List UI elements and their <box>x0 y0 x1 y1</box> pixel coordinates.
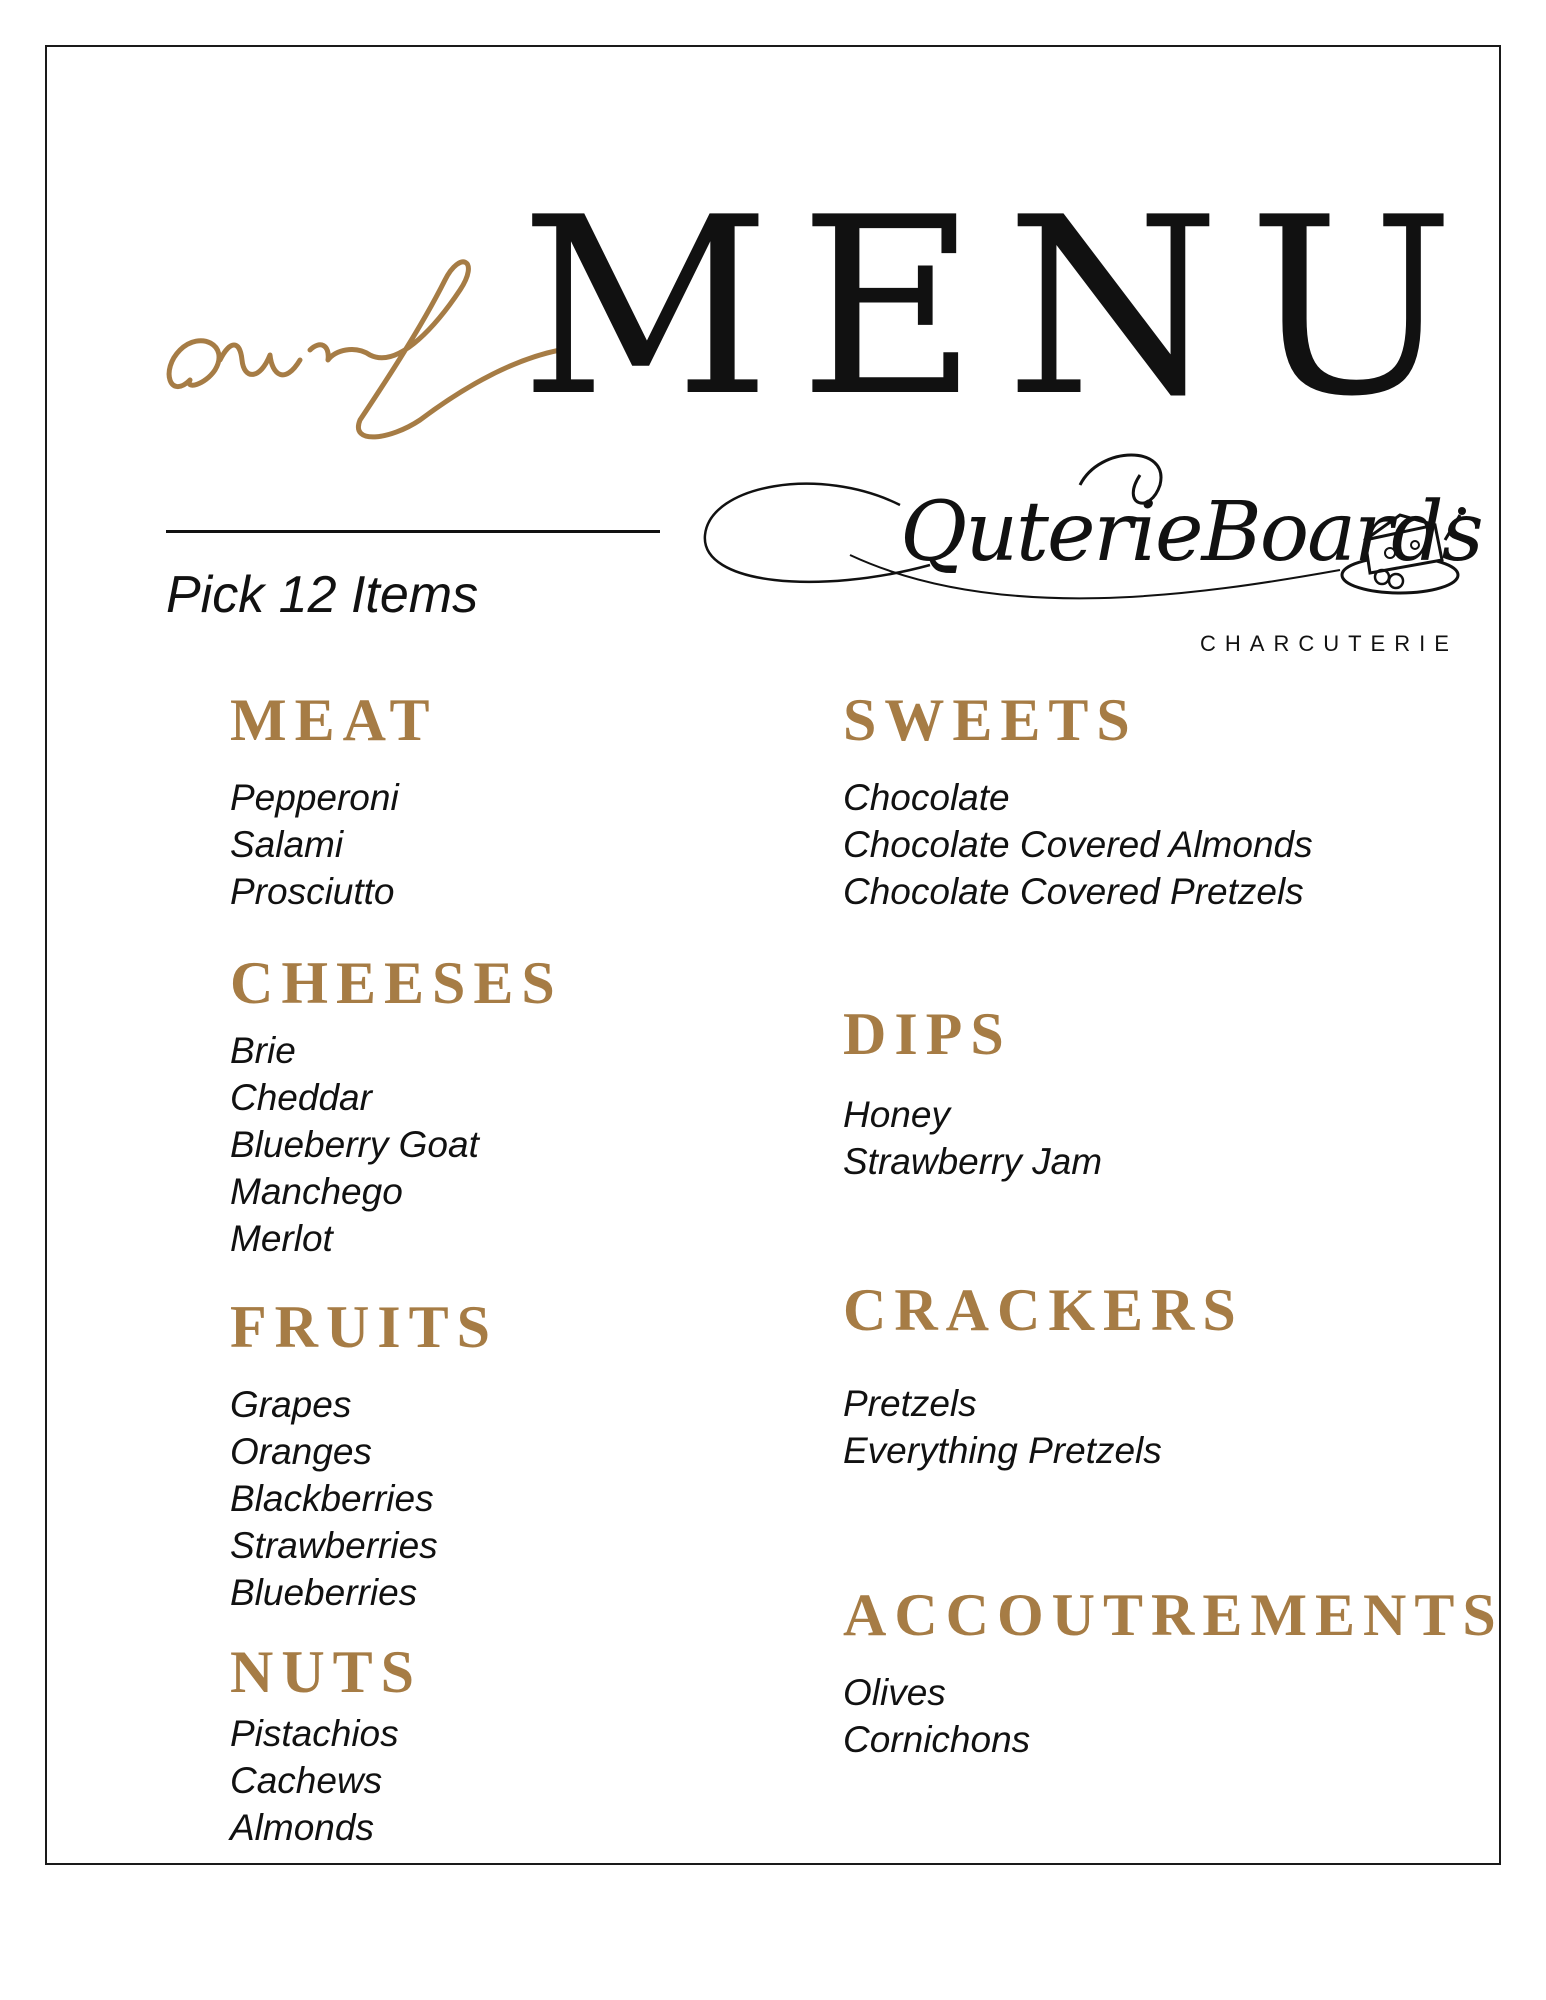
section-title-crackers: CRACKERS <box>843 1277 1244 1343</box>
list-item: Strawberries <box>230 1525 438 1566</box>
section-meat <box>230 687 438 915</box>
list-item: Merlot <box>230 1218 333 1259</box>
section-nuts <box>230 1639 423 1851</box>
sweets-list <box>843 774 1313 915</box>
list-item: Salami <box>230 824 344 865</box>
section-cheeses <box>230 950 563 1262</box>
list-item: Cheddar <box>230 1077 372 1118</box>
pick-items-label: Pick 12 Items <box>166 566 479 624</box>
meat-list <box>230 774 438 915</box>
list-item: Oranges <box>230 1431 372 1472</box>
list-item: Pepperoni <box>230 777 399 818</box>
cheeses-list <box>230 1027 563 1262</box>
section-title-accoutrements: ACCOUTREMENTS <box>843 1582 1504 1648</box>
section-title-cheeses: CHEESES <box>230 950 563 1016</box>
list-item: Everything Pretzels <box>843 1430 1162 1471</box>
list-item: Blueberry Goat <box>230 1124 479 1165</box>
section-dips <box>843 1001 1103 1185</box>
accoutrements-list <box>843 1669 1504 1763</box>
list-item: Honey <box>843 1094 950 1135</box>
list-item: Prosciutto <box>230 871 395 912</box>
crackers-list <box>843 1380 1244 1474</box>
section-title-sweets: SWEETS <box>843 687 1138 753</box>
list-item: Chocolate <box>843 777 1010 818</box>
section-accoutrements <box>843 1582 1504 1763</box>
list-item: Brie <box>230 1030 296 1071</box>
list-item: Cornichons <box>843 1719 1031 1760</box>
section-title-dips: DIPS <box>843 1001 1012 1067</box>
divider-rule <box>166 530 660 533</box>
list-item: Pretzels <box>843 1383 977 1424</box>
section-fruits <box>230 1294 499 1616</box>
brand-logo <box>700 445 1482 665</box>
list-item: Chocolate Covered Pretzels <box>843 871 1304 912</box>
section-sweets <box>843 687 1313 915</box>
list-item: Pistachios <box>230 1713 399 1754</box>
fruits-list <box>230 1381 498 1616</box>
list-item: Blueberries <box>230 1572 418 1613</box>
list-item: Cachews <box>230 1760 383 1801</box>
list-item: Blackberries <box>230 1478 434 1519</box>
list-item: Manchego <box>230 1171 403 1212</box>
logo-subtitle: CHARCUTERIE <box>1200 631 1458 656</box>
list-item: Strawberry Jam <box>843 1141 1103 1182</box>
list-item: Olives <box>843 1672 946 1713</box>
section-title-meat: MEAT <box>230 687 438 753</box>
section-title-fruits: FRUITS <box>230 1294 499 1360</box>
list-item: Grapes <box>230 1384 352 1425</box>
dips-list <box>843 1091 1102 1185</box>
menu-title: MENU <box>520 165 1483 450</box>
list-item: Almonds <box>230 1807 374 1848</box>
logo-wordmark: QuterieBoards <box>900 485 1482 580</box>
section-title-nuts: NUTS <box>230 1639 423 1705</box>
section-crackers <box>843 1277 1244 1474</box>
nuts-list <box>230 1710 422 1851</box>
list-item: Chocolate Covered Almonds <box>843 824 1313 865</box>
